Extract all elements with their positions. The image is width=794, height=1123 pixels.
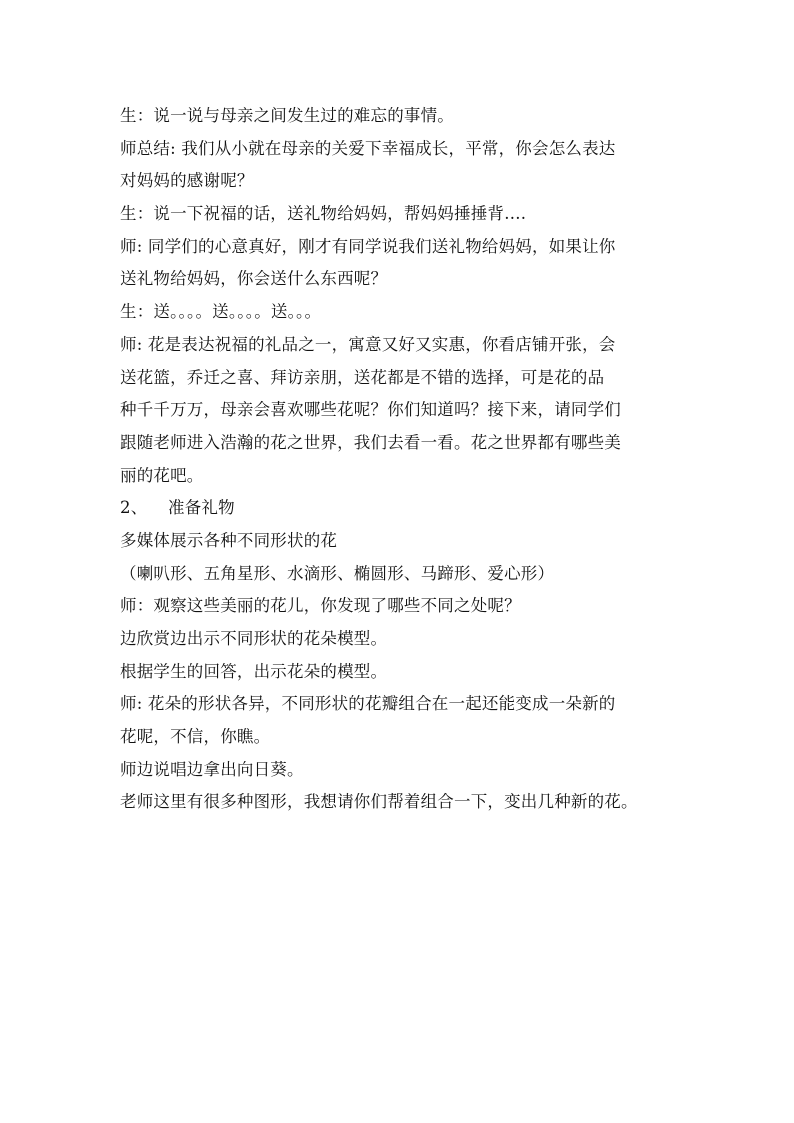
text-line: 师: 花朵的形状各异，不同形状的花瓣组合在一起还能变成一朵新的 [120,694,616,714]
text-line: 花呢，不信，你瞧。 [120,727,271,747]
text-line: 丽的花吧。 [120,465,204,485]
text-line: 根据学生的回答，出示花朵的模型。 [120,661,388,681]
text-line: （喇叭形、五角星形、水滴形、椭圆形、马蹄形、爱心形） [120,563,555,583]
text-line: 跟随老师进入浩瀚的花之世界，我们去看一看。花之世界都有哪些美 [120,432,621,452]
text-line: 多媒体展示各种不同形状的花 [120,530,338,550]
text-line: 师总结: 我们从小就在母亲的关爱下幸福成长，平常，你会怎么表达 [120,138,616,158]
document-body [120,100,680,819]
text-line: 生：送。。。。送。。。。送。。。 [120,302,322,322]
text-line: 送花篮，乔迁之喜、拜访亲朋，送花都是不错的选择，可是花的品 [120,367,605,387]
section-heading [120,492,680,525]
text-line: 师: 花是表达祝福的礼品之一，寓意又好又实惠，你看店铺开张，会 [120,334,616,354]
text-line: 师: 同学们的心意真好，刚才有同学说我们送礼物给妈妈，如果让你 [120,236,616,256]
text-line: 种千千万万，母亲会喜欢哪些花呢？你们知道吗？接下来，请同学们 [120,400,621,420]
text-line: 师：观察这些美丽的花儿，你发现了哪些不同之处呢？ [120,596,521,616]
section-number: 2、 [120,498,148,518]
text-line: 对妈妈的感谢呢？ [120,171,254,191]
text-line: 边欣赏边出示不同形状的花朵模型。 [120,629,388,648]
text-line: 老师这里有很多种图形，我想请你们帮着组合一下，变出几种新的花。 [120,792,638,812]
text-line: 生：说一下祝福的话，送礼物给妈妈，帮妈妈捶捶背…. [120,204,527,224]
text-line: 送礼物给妈妈，你会送什么东西呢？ [120,269,388,289]
section-title: 准备礼物 [168,498,235,518]
text-line: 生：说一说与母亲之间发生过的难忘的事情。 [120,106,454,125]
text-line: 师边说唱边拿出向日葵。 [120,759,304,779]
